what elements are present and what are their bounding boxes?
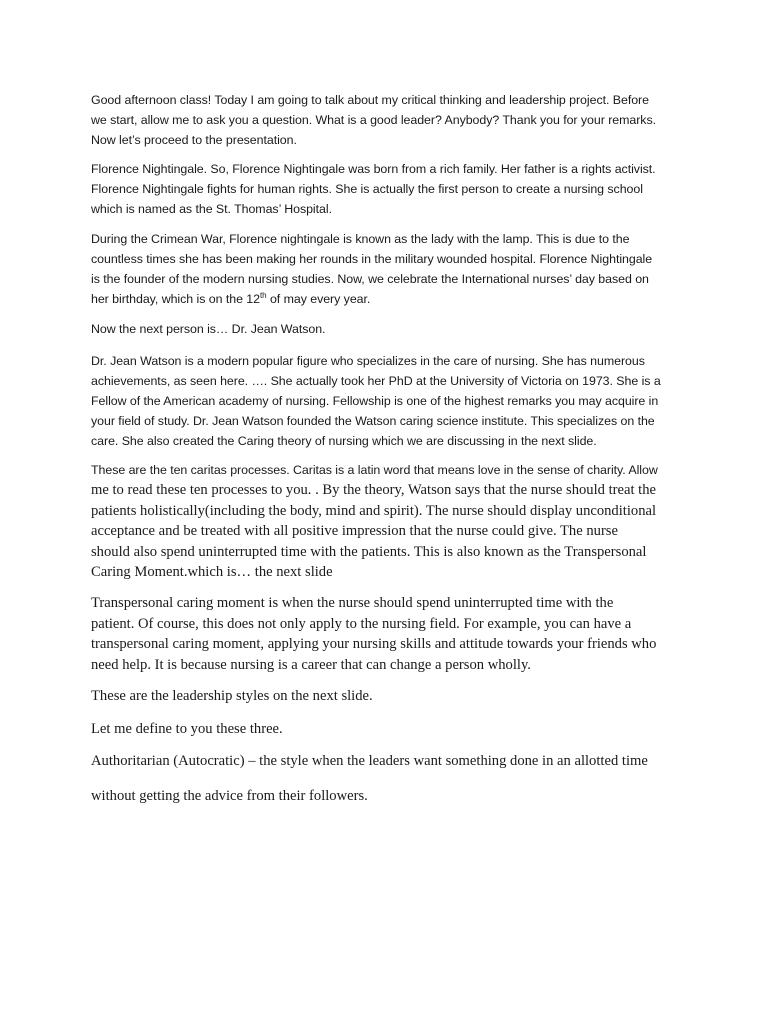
text-line: need help. It is because nursing is a career that can change a person wholly. (91, 656, 531, 673)
superscript: th (259, 291, 267, 300)
text-line: These are the leadership styles on the next slide. (91, 688, 373, 704)
text-line: acceptance and be treated with all positive impression that the nurse could give. The nurse (91, 523, 618, 539)
text-line: Transpersonal caring moment is when the nurse should spend uninterrupted time with the (91, 595, 614, 611)
paragraph-jean-watson (91, 351, 687, 451)
text-line: me to read these ten processes to you. . By the theory, Watson says that the nurse should treat the (91, 482, 657, 498)
paragraph-caritas-processes (91, 460, 687, 583)
paragraph-define-three (91, 719, 687, 739)
text-line: countless times she has been making her rounds in the military wounded hospital. Florence Nightingale (91, 252, 653, 266)
text-line: achievements, as seen here. …. She actually took her PhD at the University of Victoria on 1973. She is a (91, 374, 661, 388)
text-line: Florence Nightingale. So, Florence Nightingale was born from a rich family. Her father is a rights activist. (91, 162, 656, 176)
text-line: should also spend uninterrupted time with the patients. This is also known as the Transpersonal (91, 543, 647, 560)
text-line: Good afternoon class! Today I am going to talk about my critical thinking and leadership project. Before (91, 93, 649, 107)
text-line: without getting the advice from their followers. (91, 788, 368, 804)
text-line: care. She also created the Caring theory of nursing which we are discussing in the next slide. (91, 434, 597, 448)
text-line: Florence Nightingale fights for human rights. She is actually the first person to create a nursing school (91, 182, 643, 196)
text-segment: of may every year. (266, 292, 371, 306)
text-line: which is named as the St. Thomas’ Hospital. (91, 202, 332, 216)
text-line: we start, allow me to ask you a question. What is a good leader? Anybody? Thank you for your remarks. (91, 113, 656, 127)
text-line: patients holistically(including the body, mind and spirit). The nurse should display unconditional (91, 502, 657, 519)
text-line: Authoritarian (Autocratic) – the style when the leaders want something done in an allotted time (91, 753, 648, 769)
paragraph-authoritarian-continued (91, 786, 687, 806)
text-line: Now the next person is… Dr. Jean Watson. (91, 322, 326, 336)
text-line: is the founder of the modern nursing studies. Now, we celebrate the International nurses’ day based on (91, 272, 649, 286)
text-line: patient. Of course, this does not only apply to the nursing field. For example, you can have a (91, 615, 632, 632)
text-segment: her birthday, which is on the 12 (91, 292, 260, 306)
paragraph-leadership-styles (91, 686, 687, 706)
text-line: Caring Moment.which is… the next slide (91, 564, 333, 580)
text-line (91, 289, 687, 309)
paragraph-intro (91, 90, 687, 150)
paragraph-next-person (91, 319, 687, 339)
text-line: your field of study. Dr. Jean Watson founded the Watson caring science institute. This specializes on the (91, 414, 655, 428)
paragraph-crimean-war (91, 229, 687, 309)
text-line: These are the ten caritas processes. Caritas is a latin word that means love in the sense of charity. Allow (91, 463, 658, 477)
text-line: transpersonal caring moment, applying your nursing skills and attitude towards your friends who (91, 636, 657, 652)
paragraph-nightingale-intro (91, 159, 687, 219)
text-line: Now let’s proceed to the presentation. (91, 133, 297, 147)
text-line: Let me define to you these three. (91, 721, 283, 737)
paragraph-authoritarian (91, 751, 687, 771)
text-line: Dr. Jean Watson is a modern popular figure who specializes in the care of nursing. She has numerous (91, 354, 645, 368)
paragraph-transpersonal-moment (91, 593, 687, 675)
text-line: Fellow of the American academy of nursing. Fellowship is one of the highest remarks you may acquire in (91, 394, 659, 408)
text-line: During the Crimean War, Florence nightingale is known as the lady with the lamp. This is due to the (91, 232, 630, 246)
